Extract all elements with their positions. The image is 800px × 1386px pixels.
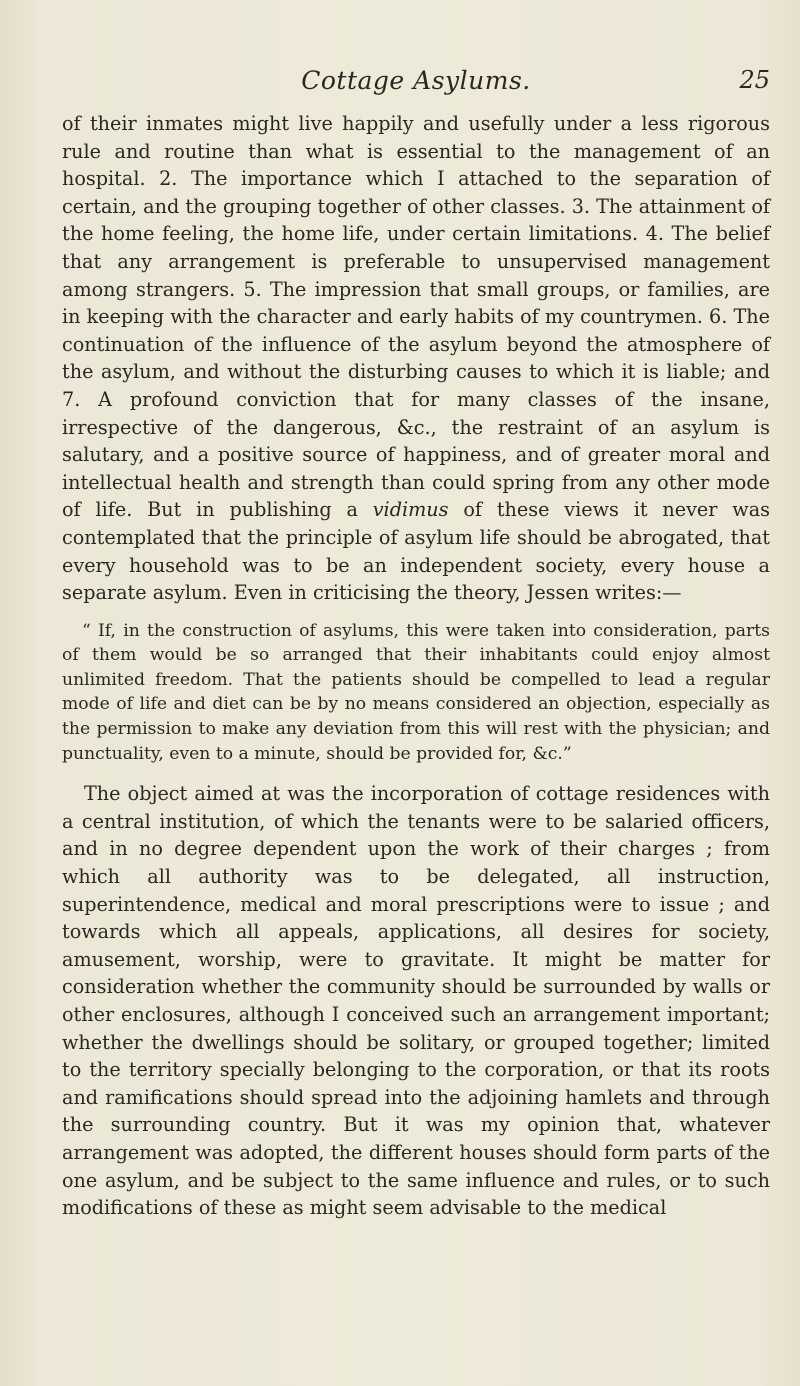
running-head xyxy=(62,66,770,106)
paragraph-continued xyxy=(62,110,770,607)
block-quotation: “ If, in the construction of asylums, this were taken into consideration, parts of them would be so arranged that their inhabitants could enjoy almost unlimited freedom. That the patients should be compelled to lead a regular mode of life and diet can be by no means considered an objection, especially as the permission to make any deviation from this will rest with the physician; and punctuality, even to a minute, should be provided for, &c.” xyxy=(62,620,770,764)
paragraph-1-text-continued: of these views it never was contemplated that the principle of asylum life should be abrogated, that every household was to be an independent society, every house a separate asylum. Even in criticising the theory, Jessen writes:— xyxy=(62,498,770,605)
italic-term: vidimus xyxy=(372,498,449,522)
running-title: Cottage Asylums. xyxy=(301,66,531,95)
paragraph-2: The object aimed at was the incorporation of cottage residences with a central institution, of which the tenants were to be salaried officers, and in no degree dependent upon the work of their charges ; from which all authority was to be delegated, all instruction, superintendence, medical and moral prescriptions were to issue ; and towards which all appeals, applications, all desires for society, amusement, worship, were to gravitate. It might be matter for consideration whether the community should be surrounded by walls or other enclosures, although I conceived such an arrangement important; whether the dwellings should be solitary, or grouped together; limited to the territory specially belonging to the corporation, or that its roots and ramifications should spread into the adjoining hamlets and through the surrounding country. But it was my opinion that, whatever arrangement was adopted, the different houses should form parts of the one asylum, and be subject to the same influence and rules, or to such modifications of these as might seem advisable to the medical xyxy=(62,782,770,1220)
page-number: 25 xyxy=(739,66,770,94)
paragraph-1-text: of their inmates might live happily and usefully under a less rigorous rule and routine than what is essential to the management of an hospital. 2. The importance which I attached to the separation of certain, and the grouping together of other classes. 3. The attainment of the home feeling, the home life, under certain limitations. 4. The belief that any arrangement is preferable to unsupervised management among strangers. 5. The impression that small groups, or families, are in keeping with the character and early habits of my countrymen. 6. The continuation of the influence of the asylum beyond the atmosphere of the asylum, and without the disturbing causes to which it is liable; and 7. A profound conviction that for many classes of the insane, irrespective of the dangerous, &c., the restraint of an asylum is salutary, and a positive source of happiness, and of greater moral and intellectual health and strength than could spring from any other mode of life. But in publishing a xyxy=(62,112,770,522)
body-text xyxy=(62,110,770,1222)
